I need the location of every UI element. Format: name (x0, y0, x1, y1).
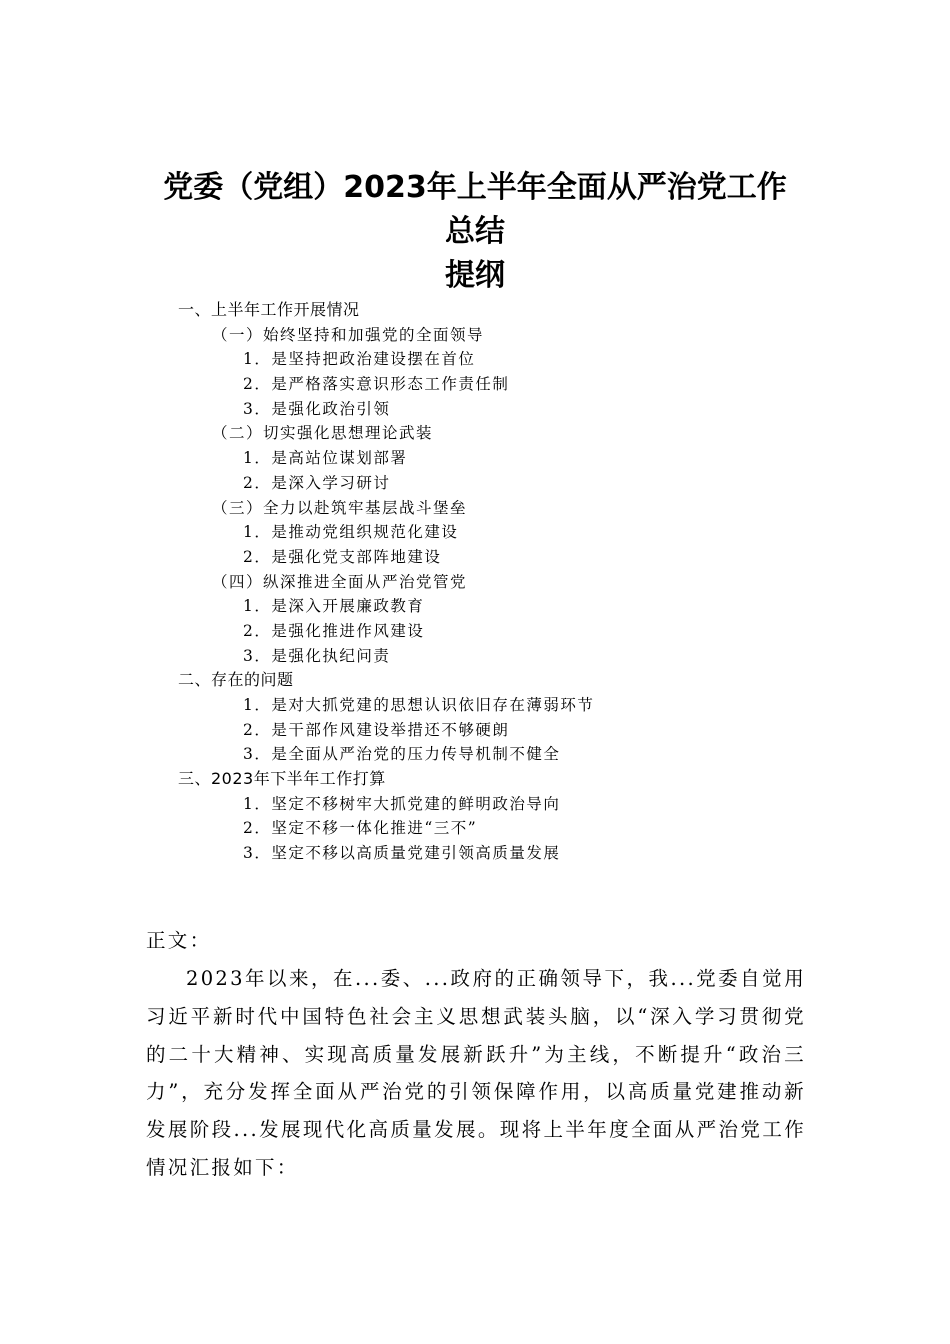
outline-item: 3．是强化执纪问责 (243, 646, 391, 665)
outline-item: 2．是深入学习研讨 (243, 473, 391, 492)
body-paragraph: 2023年以来，在...委、...政府的正确领导下，我...党委自觉用习近平新时代中国特色社会主义思想武装头脑，以“深入学习贯彻党的二十大精神、实现高质量发展新跃升”为主线，不断提升“政治三力”，充分发挥全面从严治党的引领保障作用，以高质量党建推动新发展阶段...发展现代化高质量发展。现将上半年度全面从严治党工作情况汇报如下： (146, 967, 806, 1179)
outline-item: 3．是强化政治引领 (243, 399, 391, 418)
outline-heading: 三、2023年下半年工作打算 (178, 769, 386, 789)
document-title-line2: 总结 (445, 214, 505, 249)
outline-heading: 二、存在的问题 (178, 670, 294, 690)
outline-item: 1．是坚持把政治建设摆在首位 (243, 350, 476, 369)
outline-item: 2．是严格落实意识形态工作责任制 (243, 375, 510, 394)
outline-list (0, 298, 950, 866)
outline-item: 2．是干部作风建设举措还不够硬朗 (243, 720, 510, 739)
outline-item: 1．是对大抓党建的思想认识依旧存在薄弱环节 (243, 696, 595, 714)
document-title: 党委（党组）2023年上半年全面从严治党工作 (163, 170, 787, 205)
outline-subheading: （一）始终坚持和加强党的全面领导 (212, 325, 485, 344)
outline-subheading: （二）切实强化思想理论武装 (212, 424, 434, 443)
outline-item: 2．坚定不移一体化推进“三不” (243, 819, 478, 838)
outline-subheading: （三）全力以赴筑牢基层战斗堡垒 (212, 498, 468, 517)
outline-item: 1．是推动党组织规范化建设 (243, 523, 459, 542)
outline-item: 1．是深入开展廉政教育 (243, 597, 425, 616)
outline-item: 2．是强化党支部阵地建设 (243, 547, 442, 566)
outline-item: 2．是强化推进作风建设 (243, 621, 425, 640)
outline-item: 1．是高站位谋划部署 (243, 449, 408, 468)
outline-subheading: （四）纵深推进全面从严治党管党 (212, 572, 468, 591)
outline-item: 3．是全面从严治党的压力传导机制不健全 (243, 745, 561, 764)
outline-heading: 一、上半年工作开展情况 (178, 300, 360, 319)
body-label: 正文： (146, 929, 212, 952)
outline-item: 3．坚定不移以高质量党建引领高质量发展 (243, 844, 561, 863)
outline-item: 1．坚定不移树牢大抓党建的鲜明政治导向 (243, 794, 561, 813)
document-subtitle: 提纲 (445, 258, 505, 293)
